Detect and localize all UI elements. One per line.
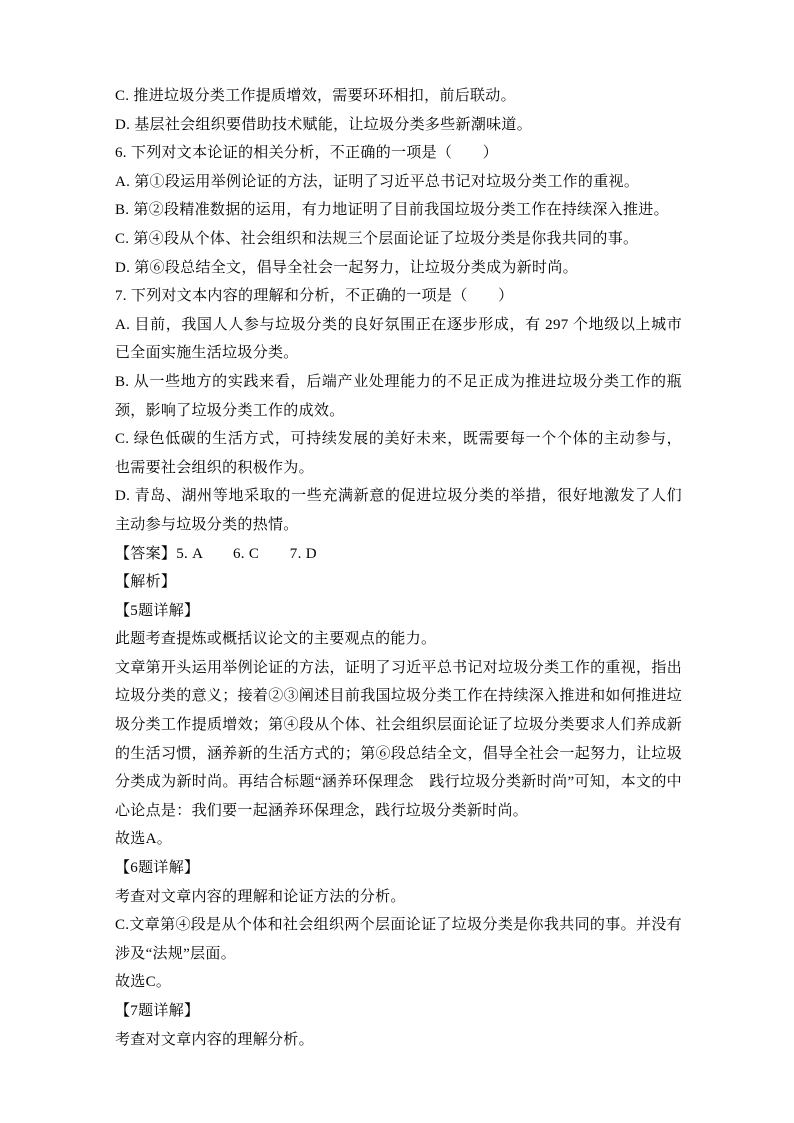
q5-option-d: D. 基层社会组织要借助技术赋能，让垃圾分类多些新潮味道。 bbox=[115, 116, 533, 133]
q7-explain-intro: 考查对文章内容的理解分析。 bbox=[115, 1031, 314, 1048]
q6-explain-heading: 【6题详解】 bbox=[115, 860, 200, 877]
question-6-stem: 6. 下列对文本论证的相关分析，不正确的一项是（ ） bbox=[115, 145, 499, 162]
q5-explain-intro: 此题考查提炼或概括议论文的主要观点的能力。 bbox=[115, 631, 437, 648]
q6-option-a: A. 第①段运用举例论证的方法，证明了习近平总书记对垃圾分类工作的重视。 bbox=[115, 173, 640, 190]
q7-option-b: B. 从一些地方的实践来看，后端产业处理能力的不足正成为推进垃圾分类工作的瓶颈，影响了垃圾分类工作的成效。 bbox=[115, 373, 682, 419]
q7-option-a: A. 目前，我国人人参与垃圾分类的良好氛围正在逐步形成，有 297 个地级以上城市已全面实施生活垃圾分类。 bbox=[115, 316, 682, 362]
q6-explain-intro: 考查对文章内容的理解和论证方法的分析。 bbox=[115, 888, 406, 905]
q7-option-c: C. 绿色低碳的生活方式，可持续发展的美好未来，既需要每一个个体的主动参与，也需要社会组织的积极作为。 bbox=[115, 431, 682, 476]
q5-answer-choice: 故选A。 bbox=[115, 831, 173, 848]
q5-explain-heading: 【5题详解】 bbox=[115, 602, 200, 619]
answer-line: 【答案】5. A 6. C 7. D bbox=[115, 545, 317, 562]
q7-option-d: D. 青岛、湖州等地采取的一些充满新意的促进垃圾分类的举措，很好地激发了人们主动参与垃圾分类的热情。 bbox=[115, 488, 682, 533]
question-7-stem: 7. 下列对文本内容的理解和分析，不正确的一项是（ ） bbox=[115, 288, 514, 305]
q7-explain-heading: 【7题详解】 bbox=[115, 1003, 200, 1019]
q6-explain-body: C.文章第④段是从个体和社会组织两个层面论证了垃圾分类是你我共同的事。并没有涉及“法规”层面。 bbox=[115, 917, 682, 962]
q6-option-c: C. 第④段从个体、社会组织和法规三个层面论证了垃圾分类是你我共同的事。 bbox=[115, 230, 639, 247]
analysis-heading: 【解析】 bbox=[115, 574, 177, 591]
q6-option-b: B. 第②段精准数据的运用，有力地证明了目前我国垃圾分类工作在持续深入推进。 bbox=[115, 202, 669, 219]
q6-option-d: D. 第⑥段总结全文，倡导全社会一起努力，让垃圾分类成为新时尚。 bbox=[115, 259, 578, 276]
q6-answer-choice: 故选C。 bbox=[115, 974, 172, 991]
q5-explain-body: 文章第开头运用举例论证的方法，证明了习近平总书记对垃圾分类工作的重视，指出垃圾分类的意义；接着②③阐述目前我国垃圾分类工作在持续深入推进和如何推进垃圾分类工作提质增效；第④段从个体、社会组织层面论证了垃圾分类要求人们养成新的生活习惯，涵养新的生活方式的；第⑥段总结全文，倡导全社会一起努力，让垃圾分类成为新时尚。再结合标题“涵养环保理念 践行垃圾分类新时尚”可知，本文的中心论点是：我们要一起涵养环保理念，践行垃圾分类新时尚。 bbox=[115, 659, 682, 819]
q5-option-c: C. 推进垃圾分类工作提质增效，需要环环相扣，前后联动。 bbox=[115, 88, 516, 104]
